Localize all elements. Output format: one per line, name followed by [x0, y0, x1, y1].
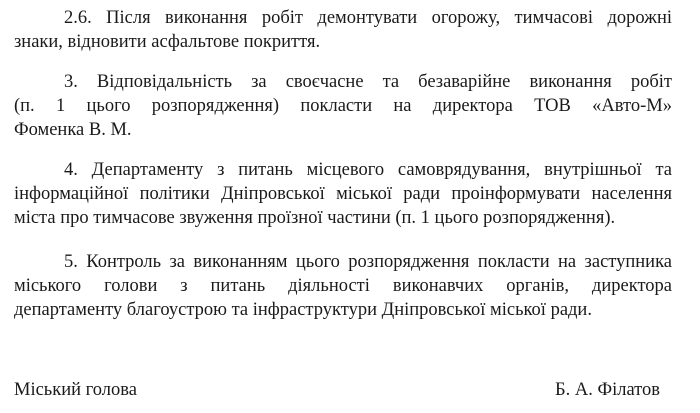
paragraph-3-line-1: 3. Відповідальність за своєчасне та безаварійне виконання робіт	[64, 72, 672, 92]
signature-position: Міський голова	[14, 380, 137, 400]
paragraph-3-line-3: Фоменка В. М.	[14, 120, 132, 140]
paragraph-5-line-3: департаменту благоустрою та інфраструктури Дніпровської міської ради.	[14, 300, 592, 320]
paragraph-5-line-2: міського голови з питань діяльності виконавчих органів, директора	[14, 276, 672, 296]
paragraph-3-line-2: (п. 1 цього розпорядження) покласти на директора ТОВ «Авто-М»	[14, 96, 672, 116]
paragraph-2-6-line-2: знаки, відновити асфальтове покриття.	[14, 32, 321, 52]
paragraph-4-line-2: інформаційної політики Дніпровської міської ради проінформувати населення	[14, 184, 672, 204]
paragraph-5-line-1: 5. Контроль за виконанням цього розпорядження покласти на заступника	[64, 252, 672, 272]
paragraph-2-6-line-1: 2.6. Після виконання робіт демонтувати огорожу, тимчасові дорожні	[64, 8, 672, 28]
paragraph-4-line-3: міста про тимчасове звуження проїзної частини (п. 1 цього розпорядження).	[14, 208, 616, 228]
paragraph-4-line-1: 4. Департаменту з питань місцевого самоврядування, внутрішньої та	[64, 160, 672, 180]
signature-name: Б. А. Філатов	[554, 380, 660, 400]
